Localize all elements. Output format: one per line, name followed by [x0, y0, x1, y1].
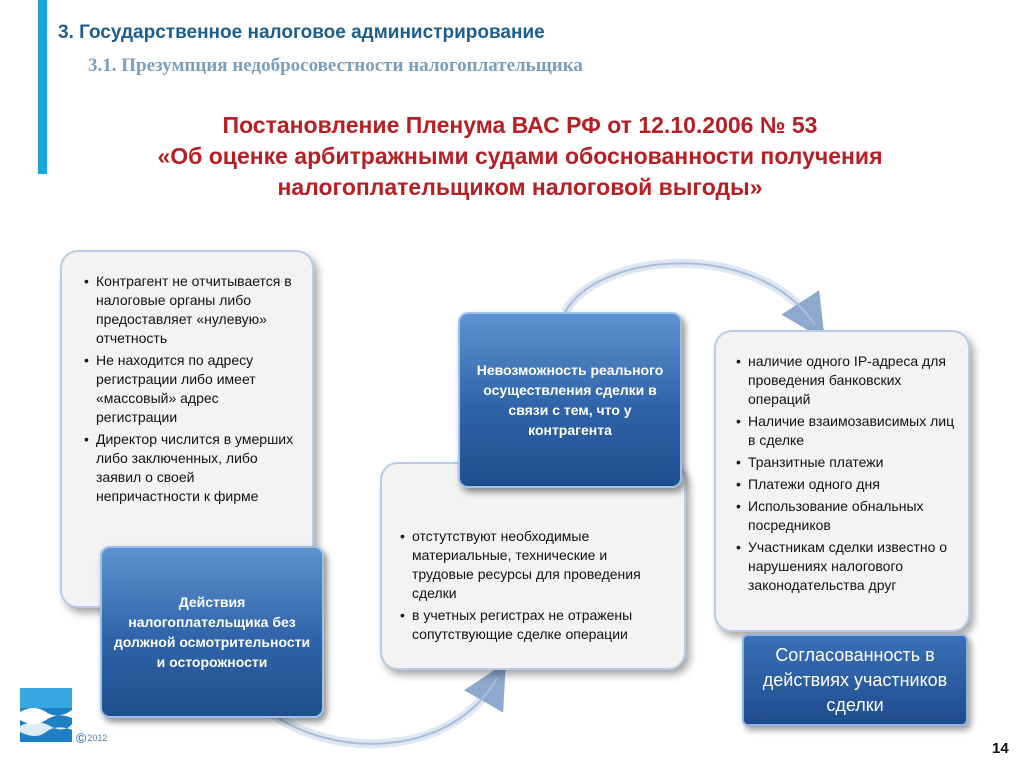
middle-criteria-card	[380, 462, 686, 670]
left-criteria-item: • Не находится по адресу регистрации либо имеет «массовый» адрес регистрации	[84, 351, 300, 427]
right-label-box	[742, 634, 968, 726]
section-title: 3. Государственное налоговое администрирование	[58, 22, 545, 43]
right-criteria-item: • Платежи одного дня	[736, 475, 958, 494]
copyright-icon: ©	[76, 730, 87, 746]
main-title-line-3: налогоплательщиком налоговой выгоды»	[277, 174, 763, 200]
main-title-line-2: «Об оценке арбитражными судами обоснованности получения	[157, 143, 883, 169]
middle-criteria-item: • в учетных регистрах не отражены сопутствующие сделке операции	[400, 606, 670, 644]
copyright-year: 2012	[87, 733, 108, 743]
right-label-text: Согласованность в действиях участников сделки	[762, 644, 948, 715]
middle-criteria-item: • отстутствуют необходимые материальные, технические и трудовые ресурсы для проведения сделки	[400, 527, 670, 603]
left-label-box	[100, 546, 324, 718]
right-criteria-item: • Использование обнальных посредников	[736, 497, 958, 535]
middle-label-box	[458, 312, 682, 488]
left-label-text: Действия налогоплательщика без должной осмотрительности и осторожности	[113, 594, 311, 670]
copyright	[76, 730, 107, 746]
main-title-line-1: Постановление Пленума ВАС РФ от 12.10.2006 № 53	[222, 112, 818, 138]
left-criteria-item: • Директор числится в умерших либо заключенных, либо заявил о своей непричастности к фирме	[84, 430, 300, 506]
left-criteria-item: • Контрагент не отчитывается в налоговые органы либо предоставляет «нулевую» отчетность	[84, 272, 300, 348]
right-criteria-card	[714, 330, 970, 632]
right-criteria-item: • Наличие взаимозависимых лиц в сделке	[736, 412, 958, 450]
middle-label-text: Невозможность реального осуществления сделки в связи с тем, что у контрагента	[476, 362, 664, 438]
right-criteria-item: • Транзитные платежи	[736, 453, 958, 472]
company-logo-icon	[20, 688, 72, 742]
right-criteria-item: • Участникам сделки известно о нарушениях налогового законодательства друг	[736, 538, 958, 595]
right-criteria-item: • наличие одного IP-адреса для проведения банковских операций	[736, 352, 958, 409]
subsection-title: 3.1. Презумпция недобросовестности налогоплательщика	[88, 55, 583, 76]
page-number: 14	[992, 740, 1009, 757]
